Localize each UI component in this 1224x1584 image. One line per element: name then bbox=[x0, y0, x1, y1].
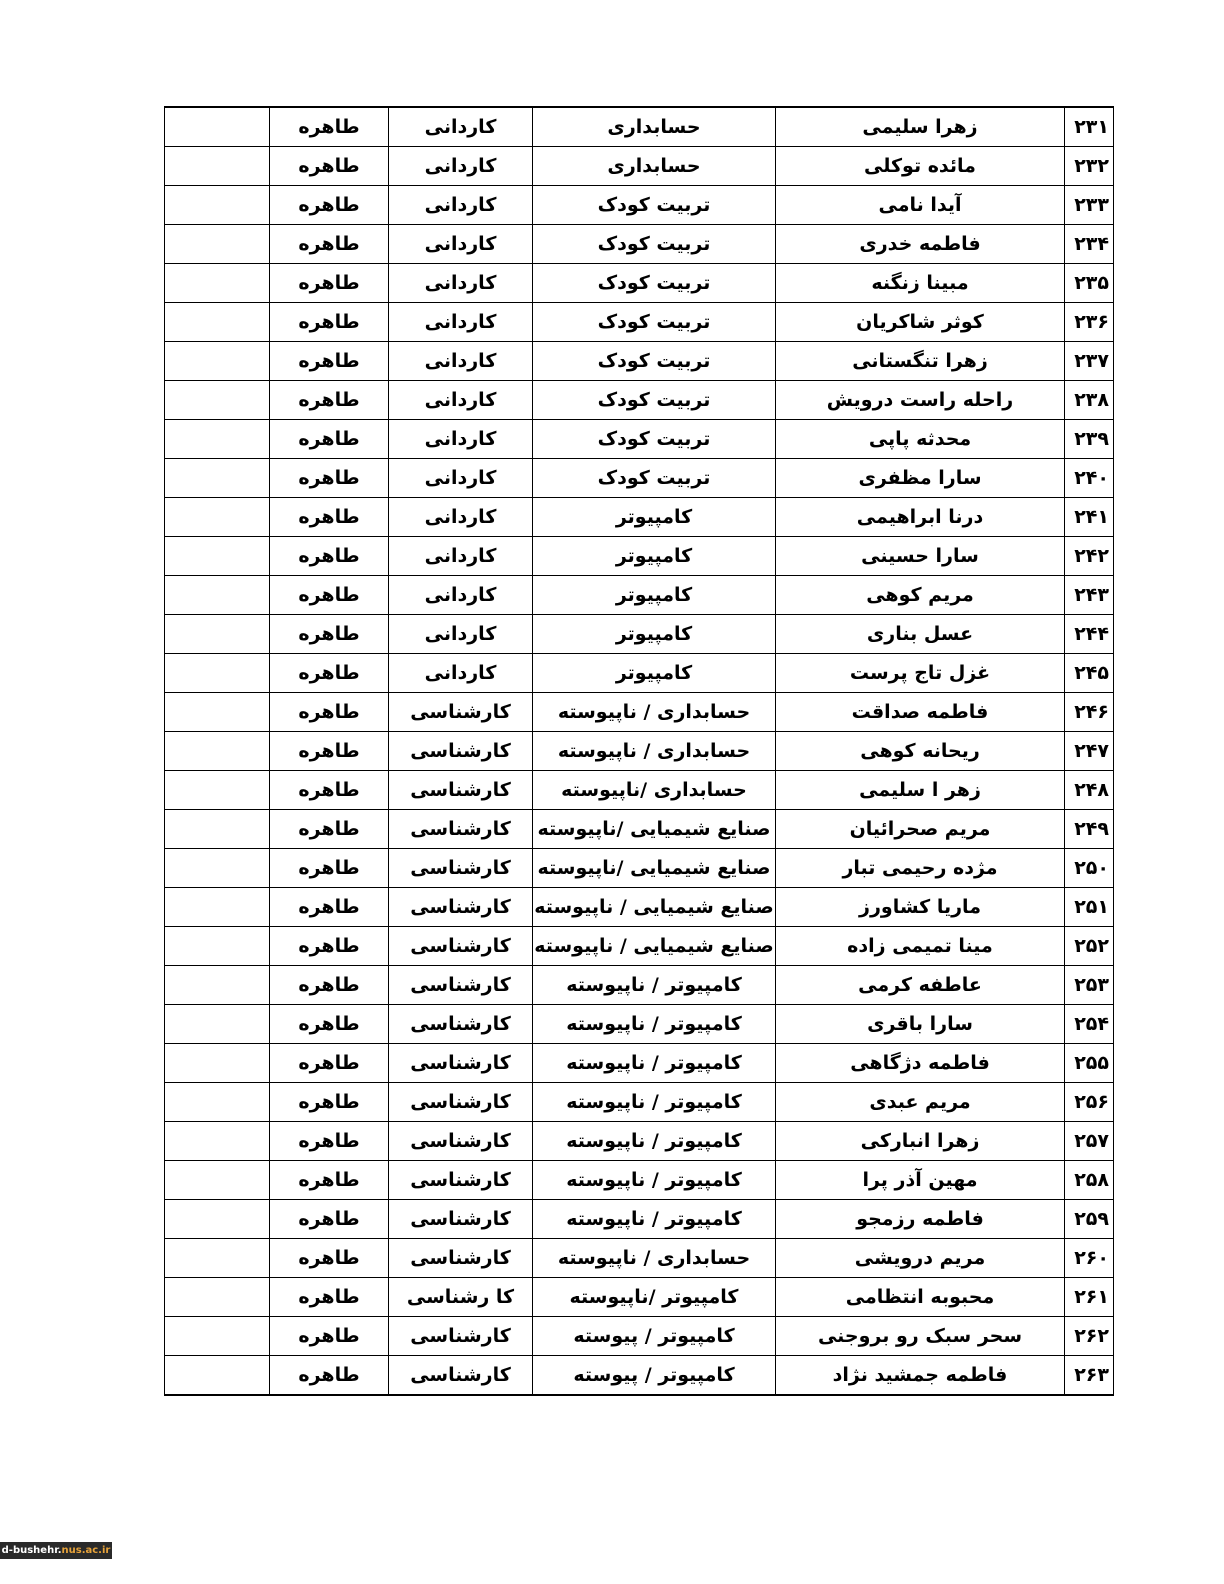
degree-level-cell: کاردانی bbox=[389, 498, 533, 537]
row-number-cell: ۲۵۷ bbox=[1065, 1122, 1114, 1161]
degree-level-cell: کاردانی bbox=[389, 147, 533, 186]
empty-cell bbox=[165, 1239, 270, 1278]
field-of-study-cell: حسابداری / ناپیوسته bbox=[533, 1239, 776, 1278]
row-number-cell: ۲۳۶ bbox=[1065, 303, 1114, 342]
location-cell: طاهره bbox=[270, 537, 389, 576]
row-number-cell: ۲۵۸ bbox=[1065, 1161, 1114, 1200]
site-url-badge bbox=[0, 1542, 112, 1559]
table-row bbox=[165, 459, 1114, 498]
location-cell: طاهره bbox=[270, 654, 389, 693]
field-of-study-cell: تربیت کودک bbox=[533, 303, 776, 342]
degree-level-cell: کا رشناسی bbox=[389, 1278, 533, 1317]
table-row bbox=[165, 693, 1114, 732]
empty-cell bbox=[165, 537, 270, 576]
student-name-cell: سحر سبک رو بروجنی bbox=[776, 1317, 1065, 1356]
student-name-cell: مهین آذر پرا bbox=[776, 1161, 1065, 1200]
student-name-cell: محدثه پاپی bbox=[776, 420, 1065, 459]
student-name-cell: زهرا تنگستانی bbox=[776, 342, 1065, 381]
degree-level-cell: کاردانی bbox=[389, 264, 533, 303]
row-number-cell: ۲۳۳ bbox=[1065, 186, 1114, 225]
field-of-study-cell: تربیت کودک bbox=[533, 381, 776, 420]
field-of-study-cell: صنایع شیمیایی /ناپیوسته bbox=[533, 810, 776, 849]
empty-cell bbox=[165, 1356, 270, 1396]
empty-cell bbox=[165, 342, 270, 381]
table-row bbox=[165, 264, 1114, 303]
degree-level-cell: کاردانی bbox=[389, 537, 533, 576]
degree-level-cell: کارشناسی bbox=[389, 693, 533, 732]
empty-cell bbox=[165, 1044, 270, 1083]
location-cell: طاهره bbox=[270, 732, 389, 771]
row-number-cell: ۲۴۵ bbox=[1065, 654, 1114, 693]
location-cell: طاهره bbox=[270, 186, 389, 225]
field-of-study-cell: حسابداری bbox=[533, 107, 776, 147]
degree-level-cell: کاردانی bbox=[389, 654, 533, 693]
location-cell: طاهره bbox=[270, 264, 389, 303]
table-row bbox=[165, 576, 1114, 615]
empty-cell bbox=[165, 615, 270, 654]
empty-cell bbox=[165, 225, 270, 264]
row-number-cell: ۲۴۷ bbox=[1065, 732, 1114, 771]
table-row bbox=[165, 1239, 1114, 1278]
location-cell: طاهره bbox=[270, 1356, 389, 1396]
field-of-study-cell: صنایع شیمیایی /ناپیوسته bbox=[533, 849, 776, 888]
field-of-study-cell: حسابداری / ناپیوسته bbox=[533, 693, 776, 732]
table-row bbox=[165, 1083, 1114, 1122]
table-row bbox=[165, 1122, 1114, 1161]
row-number-cell: ۲۶۱ bbox=[1065, 1278, 1114, 1317]
field-of-study-cell: کامپیوتر / ناپیوسته bbox=[533, 1044, 776, 1083]
degree-level-cell: کارشناسی bbox=[389, 1083, 533, 1122]
row-number-cell: ۲۳۸ bbox=[1065, 381, 1114, 420]
field-of-study-cell: کامپیوتر bbox=[533, 498, 776, 537]
empty-cell bbox=[165, 420, 270, 459]
location-cell: طاهره bbox=[270, 342, 389, 381]
field-of-study-cell: صنایع شیمیایی / ناپیوسته bbox=[533, 888, 776, 927]
table-row bbox=[165, 615, 1114, 654]
table-row bbox=[165, 186, 1114, 225]
empty-cell bbox=[165, 1278, 270, 1317]
empty-cell bbox=[165, 576, 270, 615]
table-row bbox=[165, 537, 1114, 576]
site-url-prefix: d-bushehr. bbox=[1, 1545, 62, 1556]
field-of-study-cell: کامپیوتر / ناپیوسته bbox=[533, 1161, 776, 1200]
location-cell: طاهره bbox=[270, 576, 389, 615]
empty-cell bbox=[165, 186, 270, 225]
location-cell: طاهره bbox=[270, 420, 389, 459]
location-cell: طاهره bbox=[270, 459, 389, 498]
location-cell: طاهره bbox=[270, 381, 389, 420]
student-name-cell: مائده توکلی bbox=[776, 147, 1065, 186]
empty-cell bbox=[165, 1122, 270, 1161]
table-row bbox=[165, 147, 1114, 186]
field-of-study-cell: حسابداری / ناپیوسته bbox=[533, 732, 776, 771]
field-of-study-cell: کامپیوتر / ناپیوسته bbox=[533, 1122, 776, 1161]
table-row bbox=[165, 1356, 1114, 1396]
student-name-cell: آیدا نامی bbox=[776, 186, 1065, 225]
empty-cell bbox=[165, 459, 270, 498]
student-name-cell: سارا باقری bbox=[776, 1005, 1065, 1044]
student-name-cell: فاطمه جمشید نژاد bbox=[776, 1356, 1065, 1396]
location-cell: طاهره bbox=[270, 1122, 389, 1161]
row-number-cell: ۲۳۴ bbox=[1065, 225, 1114, 264]
student-name-cell: مژده رحیمی تبار bbox=[776, 849, 1065, 888]
empty-cell bbox=[165, 381, 270, 420]
degree-level-cell: کارشناسی bbox=[389, 849, 533, 888]
empty-cell bbox=[165, 1317, 270, 1356]
location-cell: طاهره bbox=[270, 1044, 389, 1083]
student-name-cell: ماریا کشاورز bbox=[776, 888, 1065, 927]
empty-cell bbox=[165, 107, 270, 147]
row-number-cell: ۲۳۵ bbox=[1065, 264, 1114, 303]
table-row bbox=[165, 1278, 1114, 1317]
row-number-cell: ۲۵۹ bbox=[1065, 1200, 1114, 1239]
student-name-cell: مبینا زنگنه bbox=[776, 264, 1065, 303]
student-name-cell: مریم صحرائیان bbox=[776, 810, 1065, 849]
degree-level-cell: کارشناسی bbox=[389, 732, 533, 771]
student-name-cell: سارا مظفری bbox=[776, 459, 1065, 498]
field-of-study-cell: صنایع شیمیایی / ناپیوسته bbox=[533, 927, 776, 966]
location-cell: طاهره bbox=[270, 888, 389, 927]
table-row bbox=[165, 342, 1114, 381]
row-number-cell: ۲۵۲ bbox=[1065, 927, 1114, 966]
degree-level-cell: کارشناسی bbox=[389, 1317, 533, 1356]
student-name-cell: فاطمه خدری bbox=[776, 225, 1065, 264]
row-number-cell: ۲۴۴ bbox=[1065, 615, 1114, 654]
empty-cell bbox=[165, 654, 270, 693]
student-name-cell: محبوبه انتظامی bbox=[776, 1278, 1065, 1317]
student-name-cell: فاطمه رزمجو bbox=[776, 1200, 1065, 1239]
student-name-cell: راحله راست درویش bbox=[776, 381, 1065, 420]
row-number-cell: ۲۵۱ bbox=[1065, 888, 1114, 927]
student-name-cell: درنا ابراهیمی bbox=[776, 498, 1065, 537]
location-cell: طاهره bbox=[270, 225, 389, 264]
empty-cell bbox=[165, 1083, 270, 1122]
student-name-cell: مریم درویشی bbox=[776, 1239, 1065, 1278]
table-row bbox=[165, 966, 1114, 1005]
student-name-cell: زهر ا سلیمی bbox=[776, 771, 1065, 810]
row-number-cell: ۲۳۷ bbox=[1065, 342, 1114, 381]
row-number-cell: ۲۴۶ bbox=[1065, 693, 1114, 732]
student-name-cell: عاطفه کرمی bbox=[776, 966, 1065, 1005]
location-cell: طاهره bbox=[270, 1161, 389, 1200]
empty-cell bbox=[165, 1005, 270, 1044]
table-row bbox=[165, 1200, 1114, 1239]
location-cell: طاهره bbox=[270, 1239, 389, 1278]
location-cell: طاهره bbox=[270, 1278, 389, 1317]
table-row bbox=[165, 849, 1114, 888]
empty-cell bbox=[165, 849, 270, 888]
table-row bbox=[165, 1005, 1114, 1044]
site-url-domain: nus.ac.ir bbox=[61, 1545, 111, 1556]
location-cell: طاهره bbox=[270, 1083, 389, 1122]
empty-cell bbox=[165, 927, 270, 966]
location-cell: طاهره bbox=[270, 1200, 389, 1239]
student-name-cell: عسل بناری bbox=[776, 615, 1065, 654]
field-of-study-cell: کامپیوتر /ناپیوسته bbox=[533, 1278, 776, 1317]
degree-level-cell: کارشناسی bbox=[389, 927, 533, 966]
row-number-cell: ۲۴۹ bbox=[1065, 810, 1114, 849]
field-of-study-cell: حسابداری /ناپیوسته bbox=[533, 771, 776, 810]
student-name-cell: غزل تاج پرست bbox=[776, 654, 1065, 693]
table-row bbox=[165, 888, 1114, 927]
location-cell: طاهره bbox=[270, 693, 389, 732]
field-of-study-cell: کامپیوتر / ناپیوسته bbox=[533, 1200, 776, 1239]
empty-cell bbox=[165, 693, 270, 732]
location-cell: طاهره bbox=[270, 1317, 389, 1356]
student-name-cell: مینا تمیمی زاده bbox=[776, 927, 1065, 966]
empty-cell bbox=[165, 966, 270, 1005]
table-row bbox=[165, 498, 1114, 537]
degree-level-cell: کاردانی bbox=[389, 459, 533, 498]
degree-level-cell: کارشناسی bbox=[389, 1005, 533, 1044]
field-of-study-cell: تربیت کودک bbox=[533, 264, 776, 303]
student-name-cell: زهرا انبارکی bbox=[776, 1122, 1065, 1161]
field-of-study-cell: تربیت کودک bbox=[533, 459, 776, 498]
table-row bbox=[165, 225, 1114, 264]
location-cell: طاهره bbox=[270, 147, 389, 186]
row-number-cell: ۲۶۰ bbox=[1065, 1239, 1114, 1278]
table-row bbox=[165, 810, 1114, 849]
field-of-study-cell: کامپیوتر bbox=[533, 537, 776, 576]
location-cell: طاهره bbox=[270, 1005, 389, 1044]
student-name-cell: ریحانه کوهی bbox=[776, 732, 1065, 771]
degree-level-cell: کاردانی bbox=[389, 225, 533, 264]
empty-cell bbox=[165, 810, 270, 849]
degree-level-cell: کاردانی bbox=[389, 342, 533, 381]
empty-cell bbox=[165, 264, 270, 303]
table-row bbox=[165, 771, 1114, 810]
empty-cell bbox=[165, 888, 270, 927]
degree-level-cell: کارشناسی bbox=[389, 1044, 533, 1083]
student-name-cell: زهرا سلیمی bbox=[776, 107, 1065, 147]
field-of-study-cell: تربیت کودک bbox=[533, 225, 776, 264]
empty-cell bbox=[165, 732, 270, 771]
student-name-cell: مریم کوهی bbox=[776, 576, 1065, 615]
row-number-cell: ۲۳۹ bbox=[1065, 420, 1114, 459]
degree-level-cell: کاردانی bbox=[389, 303, 533, 342]
degree-level-cell: کارشناسی bbox=[389, 966, 533, 1005]
row-number-cell: ۲۳۱ bbox=[1065, 107, 1114, 147]
table-row bbox=[165, 1161, 1114, 1200]
table-row bbox=[165, 420, 1114, 459]
location-cell: طاهره bbox=[270, 849, 389, 888]
student-name-cell: سارا حسینی bbox=[776, 537, 1065, 576]
empty-cell bbox=[165, 771, 270, 810]
row-number-cell: ۲۳۲ bbox=[1065, 147, 1114, 186]
location-cell: طاهره bbox=[270, 810, 389, 849]
table-row bbox=[165, 732, 1114, 771]
degree-level-cell: کارشناسی bbox=[389, 1122, 533, 1161]
field-of-study-cell: تربیت کودک bbox=[533, 342, 776, 381]
table-row bbox=[165, 654, 1114, 693]
empty-cell bbox=[165, 498, 270, 537]
empty-cell bbox=[165, 1161, 270, 1200]
degree-level-cell: کارشناسی bbox=[389, 1200, 533, 1239]
row-number-cell: ۲۵۶ bbox=[1065, 1083, 1114, 1122]
student-name-cell: فاطمه صداقت bbox=[776, 693, 1065, 732]
student-name-cell: مریم عبدی bbox=[776, 1083, 1065, 1122]
row-number-cell: ۲۵۴ bbox=[1065, 1005, 1114, 1044]
location-cell: طاهره bbox=[270, 303, 389, 342]
location-cell: طاهره bbox=[270, 966, 389, 1005]
table-row bbox=[165, 1044, 1114, 1083]
location-cell: طاهره bbox=[270, 107, 389, 147]
degree-level-cell: کاردانی bbox=[389, 420, 533, 459]
row-number-cell: ۲۴۲ bbox=[1065, 537, 1114, 576]
field-of-study-cell: کامپیوتر bbox=[533, 654, 776, 693]
table-row bbox=[165, 303, 1114, 342]
field-of-study-cell: کامپیوتر / ناپیوسته bbox=[533, 1083, 776, 1122]
location-cell: طاهره bbox=[270, 498, 389, 537]
row-number-cell: ۲۴۱ bbox=[1065, 498, 1114, 537]
field-of-study-cell: تربیت کودک bbox=[533, 420, 776, 459]
field-of-study-cell: حسابداری bbox=[533, 147, 776, 186]
row-number-cell: ۲۶۳ bbox=[1065, 1356, 1114, 1396]
empty-cell bbox=[165, 1200, 270, 1239]
degree-level-cell: کاردانی bbox=[389, 576, 533, 615]
field-of-study-cell: کامپیوتر / ناپیوسته bbox=[533, 966, 776, 1005]
empty-cell bbox=[165, 147, 270, 186]
row-number-cell: ۲۵۵ bbox=[1065, 1044, 1114, 1083]
table-row bbox=[165, 1317, 1114, 1356]
table-row bbox=[165, 381, 1114, 420]
field-of-study-cell: کامپیوتر / پیوسته bbox=[533, 1356, 776, 1396]
row-number-cell: ۲۴۰ bbox=[1065, 459, 1114, 498]
degree-level-cell: کاردانی bbox=[389, 186, 533, 225]
location-cell: طاهره bbox=[270, 927, 389, 966]
table-body bbox=[165, 107, 1114, 1395]
degree-level-cell: کارشناسی bbox=[389, 810, 533, 849]
field-of-study-cell: کامپیوتر / پیوسته bbox=[533, 1317, 776, 1356]
degree-level-cell: کارشناسی bbox=[389, 1239, 533, 1278]
degree-level-cell: کارشناسی bbox=[389, 771, 533, 810]
row-number-cell: ۲۵۳ bbox=[1065, 966, 1114, 1005]
location-cell: طاهره bbox=[270, 771, 389, 810]
student-name-cell: فاطمه دژگاهی bbox=[776, 1044, 1065, 1083]
degree-level-cell: کارشناسی bbox=[389, 1356, 533, 1396]
row-number-cell: ۲۴۸ bbox=[1065, 771, 1114, 810]
degree-level-cell: کارشناسی bbox=[389, 888, 533, 927]
student-list-table bbox=[164, 106, 1114, 1396]
degree-level-cell: کاردانی bbox=[389, 381, 533, 420]
row-number-cell: ۲۵۰ bbox=[1065, 849, 1114, 888]
row-number-cell: ۲۶۲ bbox=[1065, 1317, 1114, 1356]
field-of-study-cell: کامپیوتر / ناپیوسته bbox=[533, 1005, 776, 1044]
field-of-study-cell: کامپیوتر bbox=[533, 576, 776, 615]
table-row bbox=[165, 107, 1114, 147]
field-of-study-cell: کامپیوتر bbox=[533, 615, 776, 654]
degree-level-cell: کاردانی bbox=[389, 107, 533, 147]
row-number-cell: ۲۴۳ bbox=[1065, 576, 1114, 615]
student-name-cell: کوثر شاکریان bbox=[776, 303, 1065, 342]
degree-level-cell: کاردانی bbox=[389, 615, 533, 654]
table-row bbox=[165, 927, 1114, 966]
degree-level-cell: کارشناسی bbox=[389, 1161, 533, 1200]
field-of-study-cell: تربیت کودک bbox=[533, 186, 776, 225]
empty-cell bbox=[165, 303, 270, 342]
location-cell: طاهره bbox=[270, 615, 389, 654]
